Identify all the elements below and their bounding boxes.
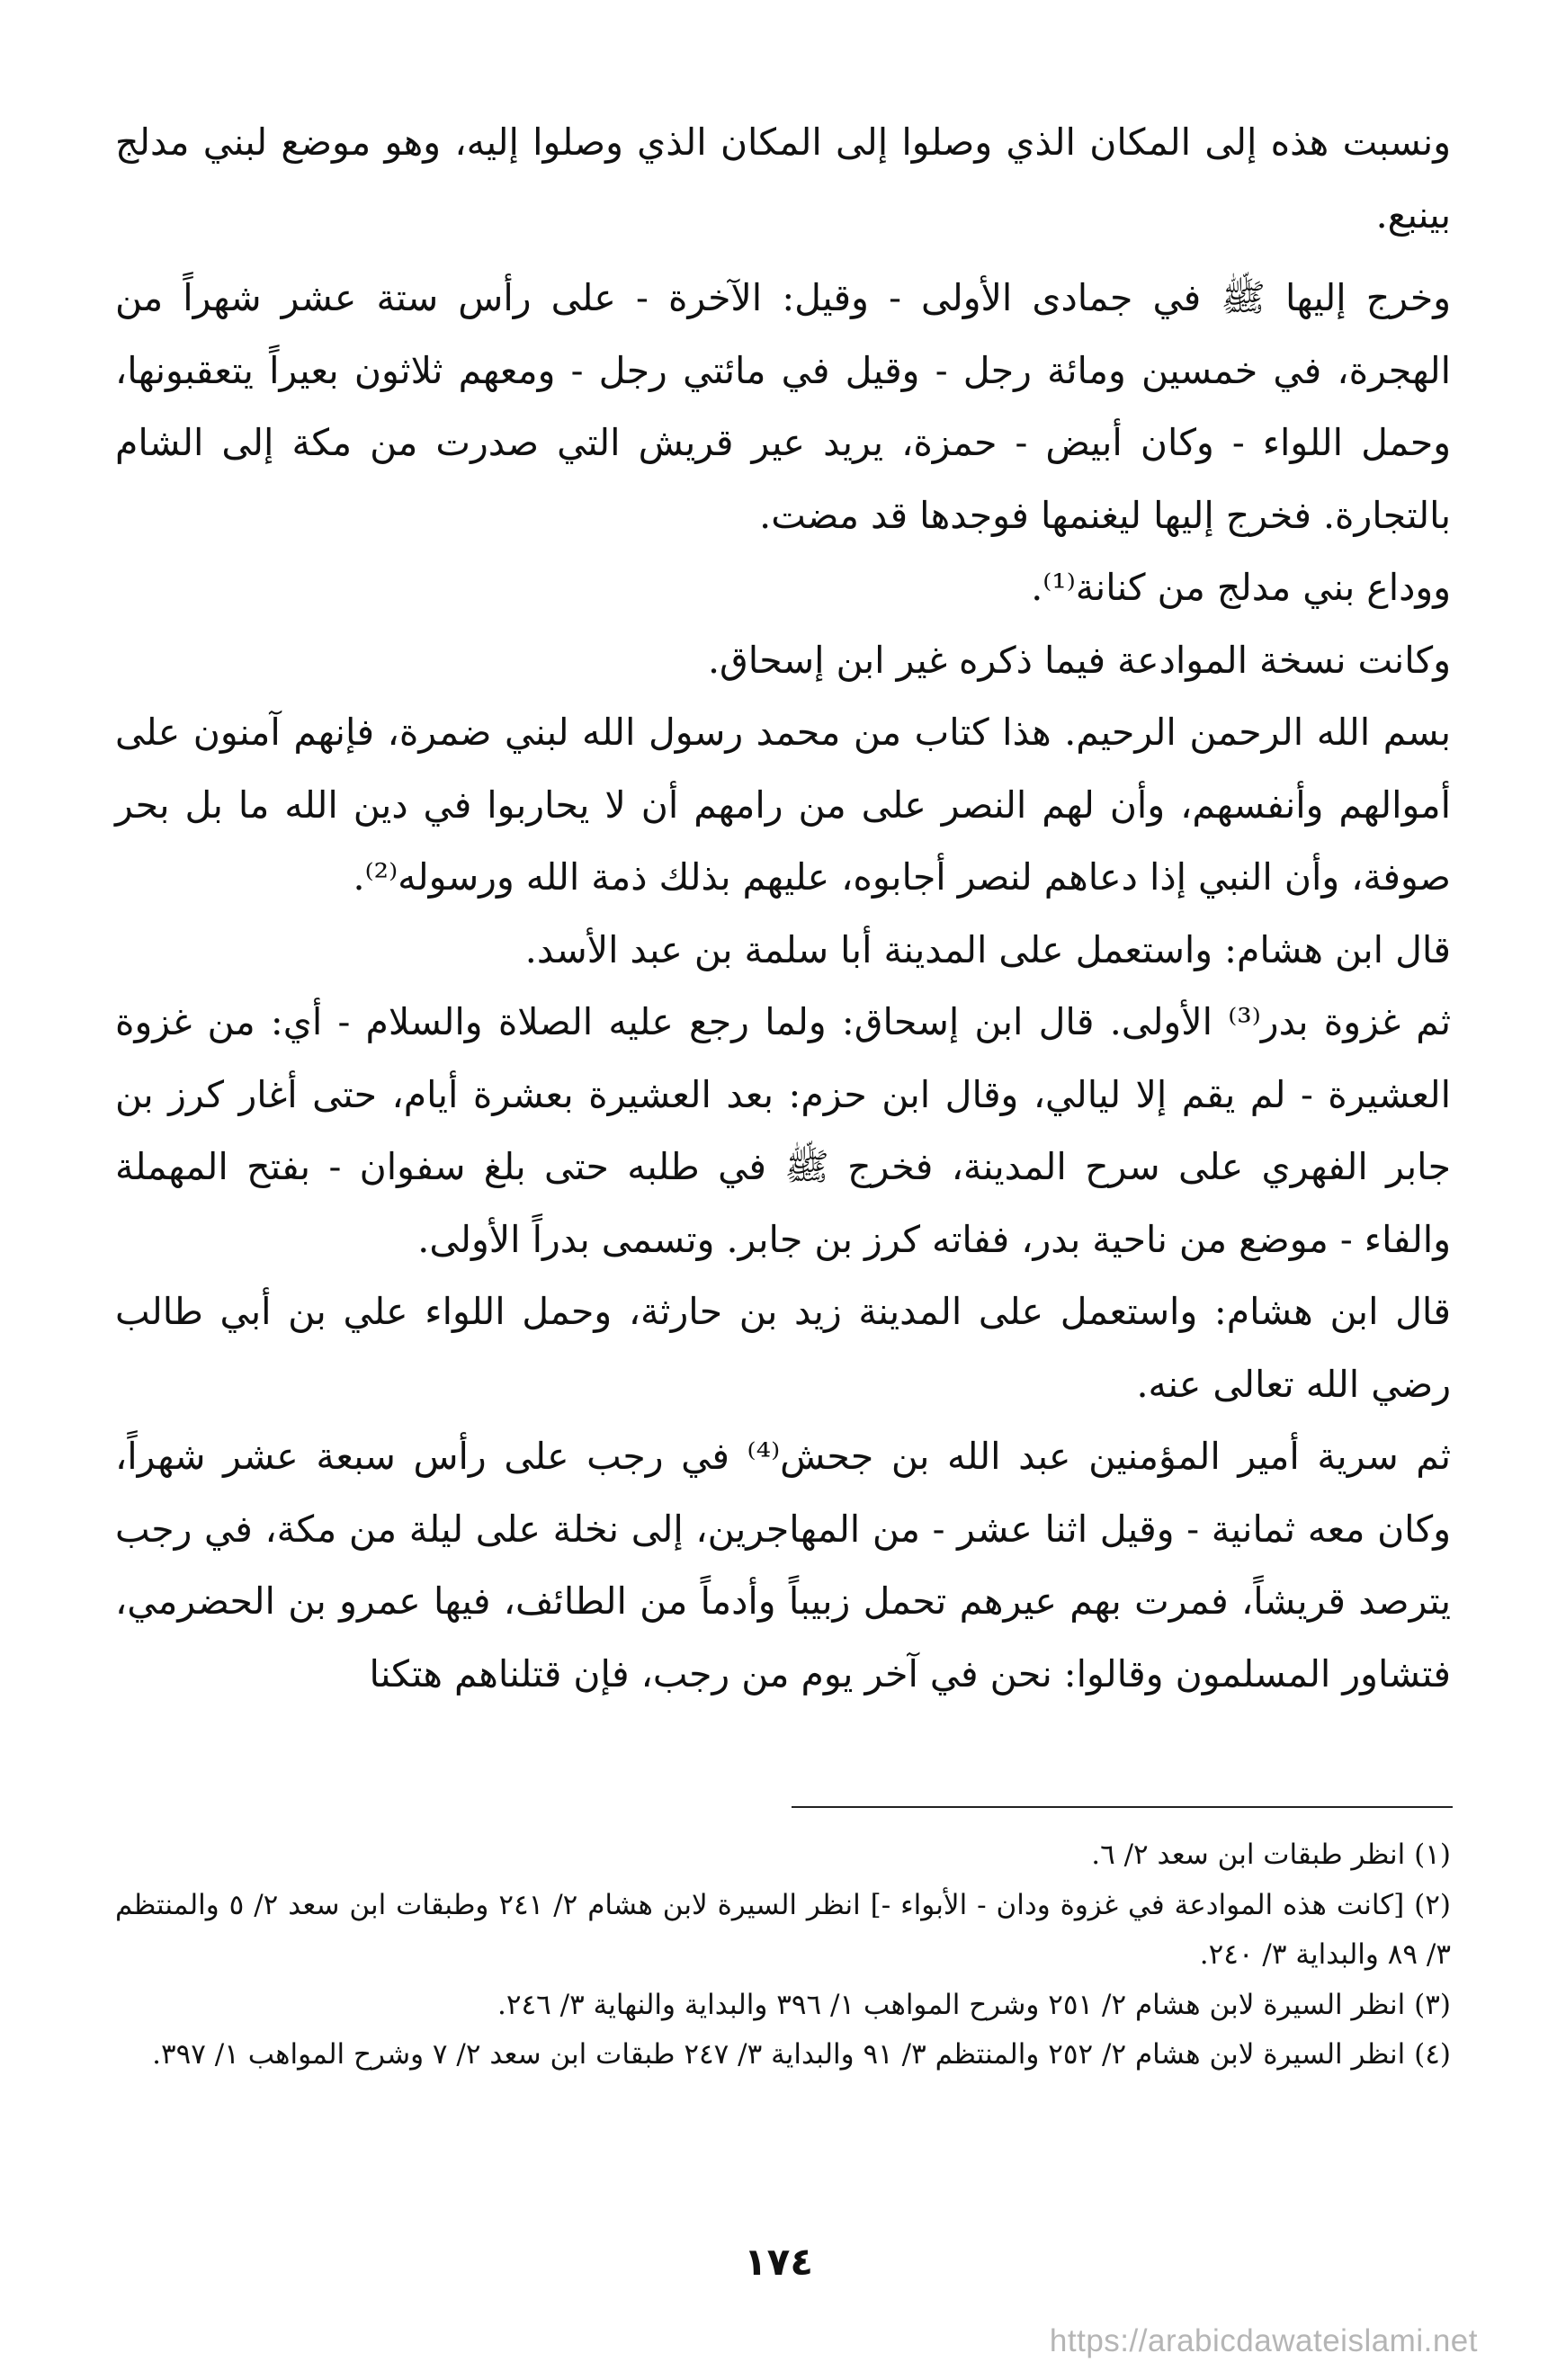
paragraph: قال ابن هشام: واستعمل على المدينة أبا سلمة بن عبد الأسد. (524, 927, 1451, 971)
paragraph: وخرج إليها ﷺ في جمادى الأولى - وقيل: الآخرة - على رأس ستة عشر شهراً من الهجرة، في خمسين ومائة رجل - وقيل في مائتي رجل - ومعهم ثلاثون بعيراً يتعقبونها، وحمل اللواء - وكان أبيض - حمزة، يريد عير قريش التي صدرت من مكة إلى الشام بالتجارة. فخرج إليها ليغنمها فوجدها قد مضت. (115, 276, 1451, 537)
footnote: (٤) انظر السيرة لابن هشام ٢/ ٢٥٢ والمنتظم ٣/ ٩١ والبداية ٣/ ٢٤٧ طبقات ابن سعد ٢/ ٧ وشرح المواهب ١/ ٣٩٧. (152, 2038, 1451, 2071)
footnote: (٢) [كانت هذه الموادعة في غزوة ودان - الأبواء -] انظر السيرة لابن هشام ٢/ ٢٤١ وطبقات ابن سعد ٢/ ٥ والمنتظم ٣/ ٨٩ والبداية ٣/ ٢٤٠. (115, 1888, 1451, 1971)
paragraph: ثم غزوة بدر⁽³⁾ الأولى. قال ابن إسحاق: ولما رجع عليه الصلاة والسلام - أي: من غزوة العشيرة - لم يقم إلا ليالي، وقال ابن حزم: بعد العشيرة بعشرة أيام، حتى أغار كرز بن جابر الفهري على سرح المدينة، فخرج ﷺ في طلبه حتى بلغ سفوان - بفتح المهملة والفاء - موضع من ناحية بدر، ففاته كرز بن جابر. وتسمى بدراً الأولى. (115, 1000, 1451, 1261)
paragraph: ثم سرية أمير المؤمنين عبد الله بن جحش⁽⁴⁾ في رجب على رأس سبعة عشر شهراً، وكان معه ثمانية - وقيل اثنا عشر - من المهاجرين، إلى نخلة على ليلة من مكة، في رجب يترصد قريشاً، فمرت بهم عيرهم تحمل زبيباً وأدماً من الطائف، فيها عمرو بن الحضرمي، فتشاور المسلمون وقالوا: نحن في آخر يوم من رجب، فإن قتلناهم هتكنا (115, 1435, 1451, 1696)
paragraph: ونسبت هذه إلى المكان الذي وصلوا إلى المكان الذي وصلوا إليه، وهو موضع لبني مدلج بينبع. (115, 121, 1451, 237)
paragraph: بسم الله الرحمن الرحيم. هذا كتاب من محمد رسول الله لبني ضمرة، فإنهم آمنون على أموالهم وأنفسهم، وأن لهم النصر على من رامهم أن لا يحاربوا في دين الله ما بل بحر صوفة، وأن النبي إذا دعاهم لنصر أجابوه، عليهم بذلك ذمة الله ورسوله⁽²⁾. (115, 711, 1451, 899)
footnotes (115, 1830, 1451, 2080)
footnote: (١) انظر طبقات ابن سعد ٢/ ٦. (1091, 1839, 1451, 1871)
watermark-url: https://arabicdawateislami.net (1049, 2323, 1478, 2358)
main-text (115, 106, 1451, 1710)
footnote-divider (792, 1806, 1453, 1808)
paragraph: ووداع بني مدلج من كنانة⁽¹⁾. (1031, 566, 1451, 609)
footnote: (٣) انظر السيرة لابن هشام ٢/ ٢٥١ وشرح المواهب ١/ ٣٩٦ والبداية والنهاية ٣/ ٢٤٦. (497, 1988, 1451, 2021)
paragraph: قال ابن هشام: واستعمل على المدينة زيد بن حارثة، وحمل اللواء علي بن أبي طالب رضي الله تعالى عنه. (115, 1290, 1451, 1406)
page-number: ١٧٤ (744, 2240, 813, 2284)
paragraph: وكانت نسخة الموادعة فيما ذكره غير ابن إسحاق. (707, 638, 1451, 682)
